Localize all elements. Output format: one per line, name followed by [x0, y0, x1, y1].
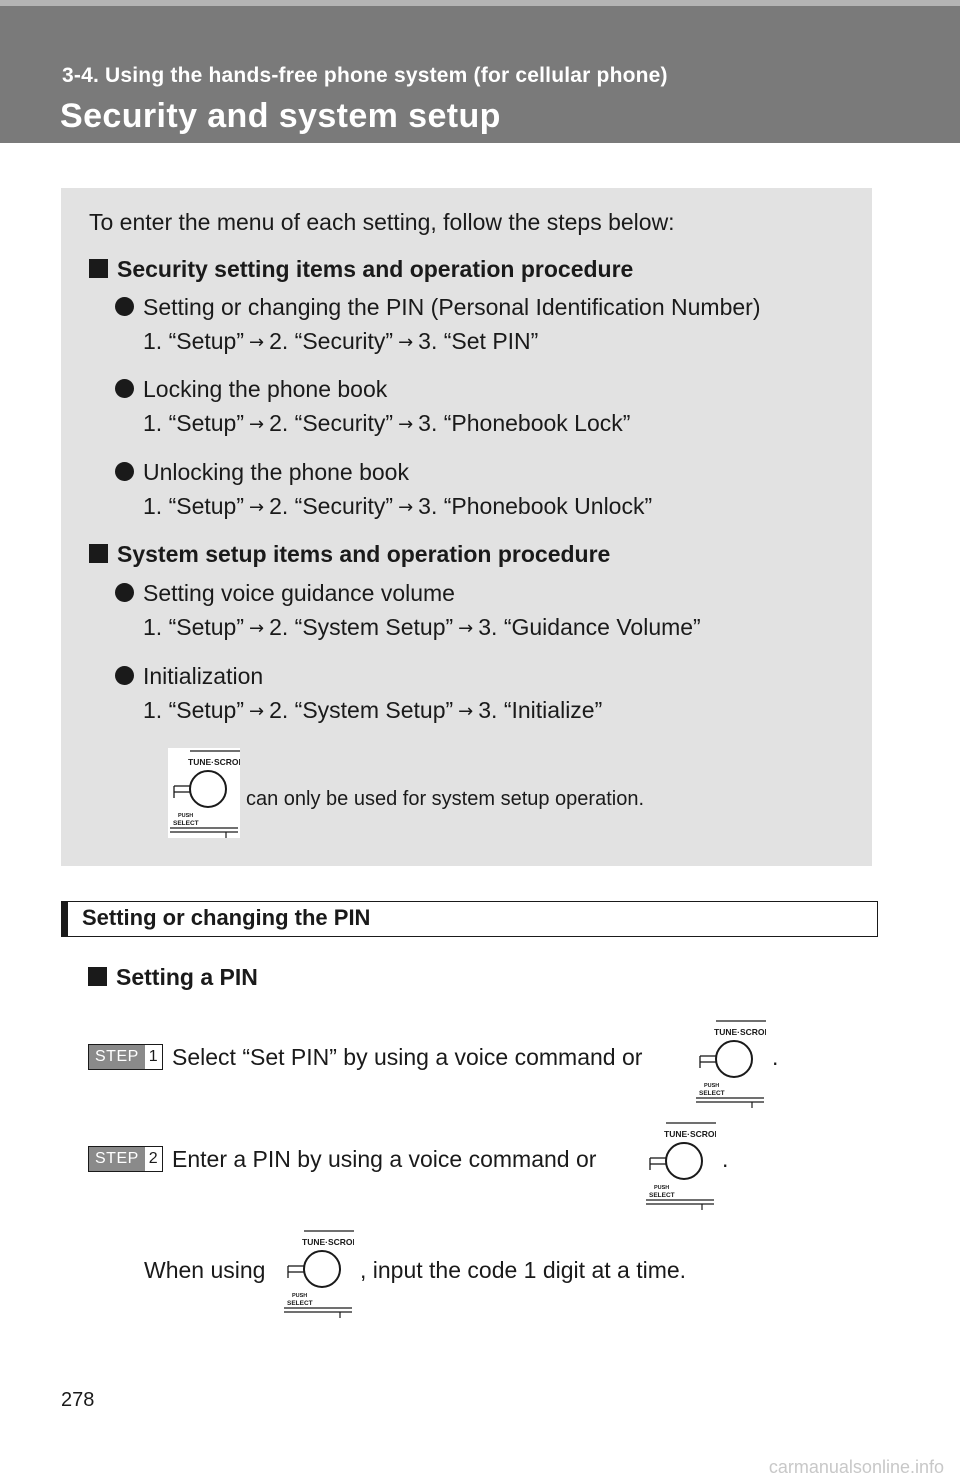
system-heading-label: System setup items and operation procedure — [117, 541, 611, 567]
step-badge-1 — [88, 1044, 163, 1070]
path-step: 3. “Phonebook Lock” — [418, 410, 631, 436]
step-badge-2 — [88, 1146, 163, 1172]
path-step: 2. “Security” — [269, 328, 394, 354]
path-step: 1. “Setup” — [143, 410, 244, 436]
step-1-text: Select “Set PIN” by using a voice command or — [172, 1044, 643, 1070]
procedure-path — [143, 328, 538, 355]
path-step: 3. “Initialize” — [478, 697, 603, 723]
list-item — [115, 580, 455, 607]
step-2-text: Enter a PIN by using a voice command or — [172, 1146, 597, 1172]
section-heading: Setting or changing the PIN — [82, 905, 371, 930]
intro-text: To enter the menu of each setting, follow the steps below: — [89, 209, 675, 235]
info-box — [61, 188, 872, 866]
arrow-right-icon: → — [249, 701, 265, 722]
path-step: 2. “Security” — [269, 410, 394, 436]
security-heading — [89, 256, 633, 283]
path-step: 3. “Phonebook Unlock” — [418, 493, 653, 519]
arrow-right-icon: → — [249, 497, 265, 518]
when-using-text: When using — [144, 1257, 266, 1283]
procedure-path — [143, 614, 701, 641]
list-item — [115, 294, 761, 321]
arrow-right-icon: → — [249, 332, 265, 353]
tune-scroll-knob-icon — [168, 748, 240, 838]
page-title: Security and system setup — [60, 97, 501, 135]
path-step: 3. “Set PIN” — [418, 328, 539, 354]
list-item — [115, 459, 409, 486]
arrow-right-icon: → — [458, 618, 474, 639]
step-2-end: . — [722, 1146, 729, 1172]
list-item — [115, 663, 263, 690]
arrow-right-icon: → — [398, 332, 414, 353]
step-number: 2 — [148, 1150, 158, 1167]
procedure-path — [143, 697, 602, 724]
step-word: STEP — [89, 1147, 145, 1171]
arrow-right-icon: → — [458, 701, 474, 722]
item-title: Setting voice guidance volume — [143, 580, 455, 606]
arrow-right-icon: → — [398, 414, 414, 435]
system-heading — [89, 541, 610, 568]
item-title: Locking the phone book — [143, 376, 388, 402]
square-bullet-icon — [88, 967, 107, 986]
procedure-path — [143, 493, 652, 520]
path-step: 1. “Setup” — [143, 697, 244, 723]
watermark: carmanualsonline.info — [768, 1457, 944, 1477]
path-step: 3. “Guidance Volume” — [478, 614, 701, 640]
step-1-end: . — [772, 1044, 779, 1070]
path-step: 1. “Setup” — [143, 614, 244, 640]
arrow-right-icon: → — [398, 497, 414, 518]
square-bullet-icon — [89, 259, 108, 278]
subsection-heading — [88, 964, 258, 991]
path-step: 2. “System Setup” — [269, 697, 454, 723]
arrow-right-icon: → — [249, 414, 265, 435]
section-heading-bar — [61, 901, 878, 937]
tune-scroll-knob-icon — [694, 1018, 766, 1108]
list-item — [115, 376, 387, 403]
step-word: STEP — [89, 1045, 145, 1069]
square-bullet-icon — [89, 544, 108, 563]
procedure-path — [143, 410, 630, 437]
round-bullet-icon — [115, 462, 134, 481]
tune-scroll-knob-icon — [282, 1228, 354, 1318]
page-number: 278 — [61, 1389, 95, 1411]
round-bullet-icon — [115, 297, 134, 316]
knob-note: can only be used for system setup operation. — [246, 788, 645, 810]
arrow-right-icon: → — [249, 618, 265, 639]
item-title: Unlocking the phone book — [143, 459, 409, 485]
subsection-heading-label: Setting a PIN — [116, 964, 258, 990]
path-step: 1. “Setup” — [143, 328, 244, 354]
security-heading-label: Security setting items and operation procedure — [117, 256, 634, 282]
round-bullet-icon — [115, 666, 134, 685]
input-instruction-text: , input the code 1 digit at a time. — [360, 1257, 687, 1283]
chapter-header — [0, 0, 960, 143]
path-step: 1. “Setup” — [143, 493, 244, 519]
round-bullet-icon — [115, 379, 134, 398]
round-bullet-icon — [115, 583, 134, 602]
section-title: 3-4. Using the hands-free phone system (for cellular phone) — [62, 64, 668, 87]
path-step: 2. “Security” — [269, 493, 394, 519]
item-title: Setting or changing the PIN (Personal Identification Number) — [143, 294, 761, 320]
path-step: 2. “System Setup” — [269, 614, 454, 640]
item-title: Initialization — [143, 663, 264, 689]
tune-scroll-knob-icon — [644, 1120, 716, 1210]
step-number: 1 — [148, 1048, 158, 1065]
